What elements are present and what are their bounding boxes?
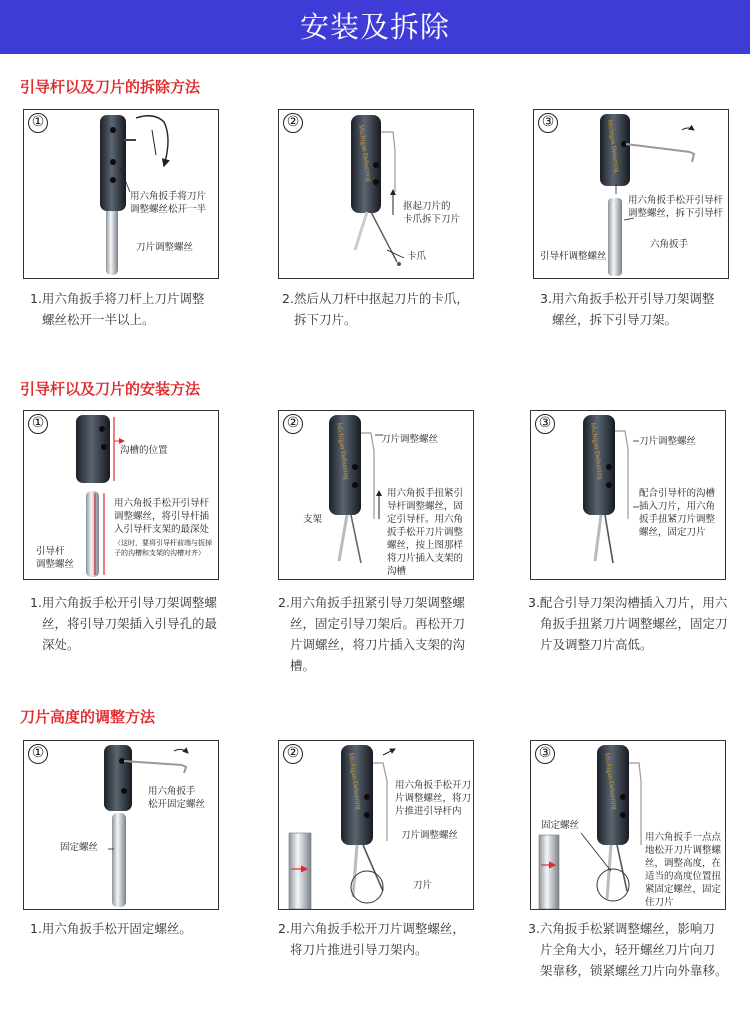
- annotation-label: 引导杆调整螺丝: [540, 251, 607, 262]
- svg-text:Michigan Deburring: Michigan Deburring: [606, 119, 621, 174]
- step-number-badge: ①: [28, 744, 48, 764]
- annotation-label: 用六角扳手松开刀 片调整螺丝，将刀 片推进引导杆内: [395, 780, 472, 817]
- step-number-badge: ②: [283, 744, 303, 764]
- page-title: 安装及拆除: [299, 10, 450, 44]
- annotation-label: 配合引导杆的沟槽 插入刀片，用六角 扳手扭紧刀片调整 螺丝，固定刀片: [639, 488, 716, 538]
- svg-text:Michigan Deburring: Michigan Deburring: [603, 752, 619, 811]
- annotation-label: 刀片调整螺丝: [381, 434, 439, 445]
- hex-key-shape: [124, 761, 182, 765]
- blade-shape: [351, 515, 361, 563]
- blade-shape: [617, 845, 627, 891]
- step-caption: 3.配合引导刀架沟槽插入刀片，用六 角扳手扭紧刀片调整螺丝，固定刀 片及调整刀片高低。: [528, 595, 728, 652]
- step-number-badge: ②: [283, 414, 303, 434]
- blade-shape: [355, 212, 367, 250]
- svg-text:Michigan Deburring: Michigan Deburring: [357, 124, 373, 183]
- step-panel-height-1: [23, 740, 219, 910]
- tool-illustration: [279, 110, 474, 279]
- step-caption: 1.用六角扳手松开引导刀架调整螺 丝，将引导刀架插入引导孔的最 深处。: [30, 595, 218, 652]
- section-title-height-adjust: 刀片高度的调整方法: [20, 708, 156, 726]
- step-number-badge: ③: [535, 414, 555, 434]
- annotation-label: 用六角扳手松开引导杆 调整螺丝，将引导杆插 入引导杆支架的最深处: [114, 498, 210, 535]
- rotate-arrow-icon: [136, 116, 168, 166]
- header-banner: [0, 0, 750, 54]
- step-panel-removal-1: [23, 109, 219, 279]
- annotation-label: 固定螺丝: [541, 820, 580, 831]
- annotation-label: 用六角扳手扭紧引 导杆调整螺丝，固 定引导杆。用六角 扳手松开刀片调整 螺丝，按上图那样 将刀片插入支架的 沟槽: [387, 488, 464, 577]
- guide-rod-shape: [86, 491, 99, 577]
- step-panel-install-1: [23, 410, 219, 580]
- annotation-label: 引导杆 调整螺丝: [36, 546, 75, 570]
- step-panel-removal-3: [533, 109, 729, 279]
- step-caption: 2.然后从刀杆中抠起刀片的卡爪， 拆下刀片。: [282, 291, 469, 327]
- step-number-badge: ①: [28, 113, 48, 133]
- tool-illustration: [24, 741, 219, 910]
- annotation-label: 固定螺丝: [60, 842, 99, 853]
- annotation-label: 刀片调整螺丝: [401, 830, 459, 841]
- step-number-badge: ①: [28, 414, 48, 434]
- annotation-label: 刀片调整螺丝: [639, 436, 697, 447]
- step-caption: 2.用六角扳手扭紧引导刀架调整螺 丝，固定引导刀架后。再松开刀 片调螺丝，将刀片插入支架的沟 槽。: [278, 595, 466, 673]
- guide-rod-shape: [106, 205, 118, 275]
- guide-rod-shape: [112, 813, 126, 907]
- annotation-label: 用六角扳手将刀片 调整螺丝松开一半: [130, 191, 207, 215]
- step-panel-height-3: [530, 740, 726, 910]
- step-panel-removal-2: [278, 109, 474, 279]
- section-title-installation: 引导杆以及刀片的安装方法: [20, 380, 201, 398]
- annotation-label: 支架: [303, 514, 323, 525]
- svg-text:Michigan Deburring: Michigan Deburring: [335, 422, 351, 481]
- step-panel-install-2: [278, 410, 474, 580]
- step-caption: 1.用六角扳手将刀杆上刀片调整 螺丝松开一半以上。: [30, 291, 205, 327]
- step-panel-height-2: [278, 740, 474, 910]
- annotation-label: 用六角扳手一点点 地松开刀片调整螺 丝，调整高度，在 适当的高度位置扭 紧固定螺丝，固定 住刀片: [645, 832, 722, 908]
- annotation-label: 抠起刀片的 卡爪拆下刀片: [403, 201, 461, 225]
- blade-shape: [363, 845, 383, 891]
- step-caption: 2.用六角扳手松开刀片调整螺丝， 将刀片推进引导刀架内。: [278, 921, 465, 957]
- svg-text:Michigan Deburring: Michigan Deburring: [589, 422, 605, 481]
- annotation-label: 用六角扳手 松开固定螺丝: [148, 786, 206, 810]
- tool-body-shape: [104, 745, 132, 811]
- tool-illustration: [279, 741, 474, 910]
- annotation-note: （这时，要将引导杆前端与扳掉 子的沟槽和支架的沟槽对齐）: [114, 539, 212, 557]
- annotation-label: 沟槽的位置: [120, 445, 168, 456]
- annotation-label: 刀片: [413, 880, 433, 891]
- blade-shape: [605, 515, 613, 563]
- annotation-label: 刀片调整螺丝: [136, 242, 194, 253]
- step-panel-install-3: [530, 410, 726, 580]
- hex-key-shape: [626, 144, 690, 152]
- step-number-badge: ③: [538, 113, 558, 133]
- step-number-badge: ②: [283, 113, 303, 133]
- step-caption: 3.六角扳手松紧调整螺丝，影响刀 片全角大小，轻开螺丝刀片向刀 架靠移，锁紧螺丝刀片向外靠移。: [528, 921, 728, 978]
- annotation-label: 用六角扳手松开引导杆 调整螺丝，拆下引导杆: [628, 195, 724, 219]
- annotation-label: 六角扳手: [650, 239, 689, 250]
- step-caption: 3.用六角扳手松开引导刀架调整 螺丝，拆下引导刀架。: [540, 291, 715, 327]
- step-number-badge: ③: [535, 744, 555, 764]
- annotation-label: 卡爪: [407, 251, 427, 262]
- step-caption: 1.用六角扳手松开固定螺丝。: [30, 921, 192, 936]
- svg-text:Michigan Deburring: Michigan Deburring: [347, 752, 363, 811]
- guide-rod-shape: [608, 198, 622, 276]
- section-title-removal: 引导杆以及刀片的拆除方法: [20, 78, 201, 96]
